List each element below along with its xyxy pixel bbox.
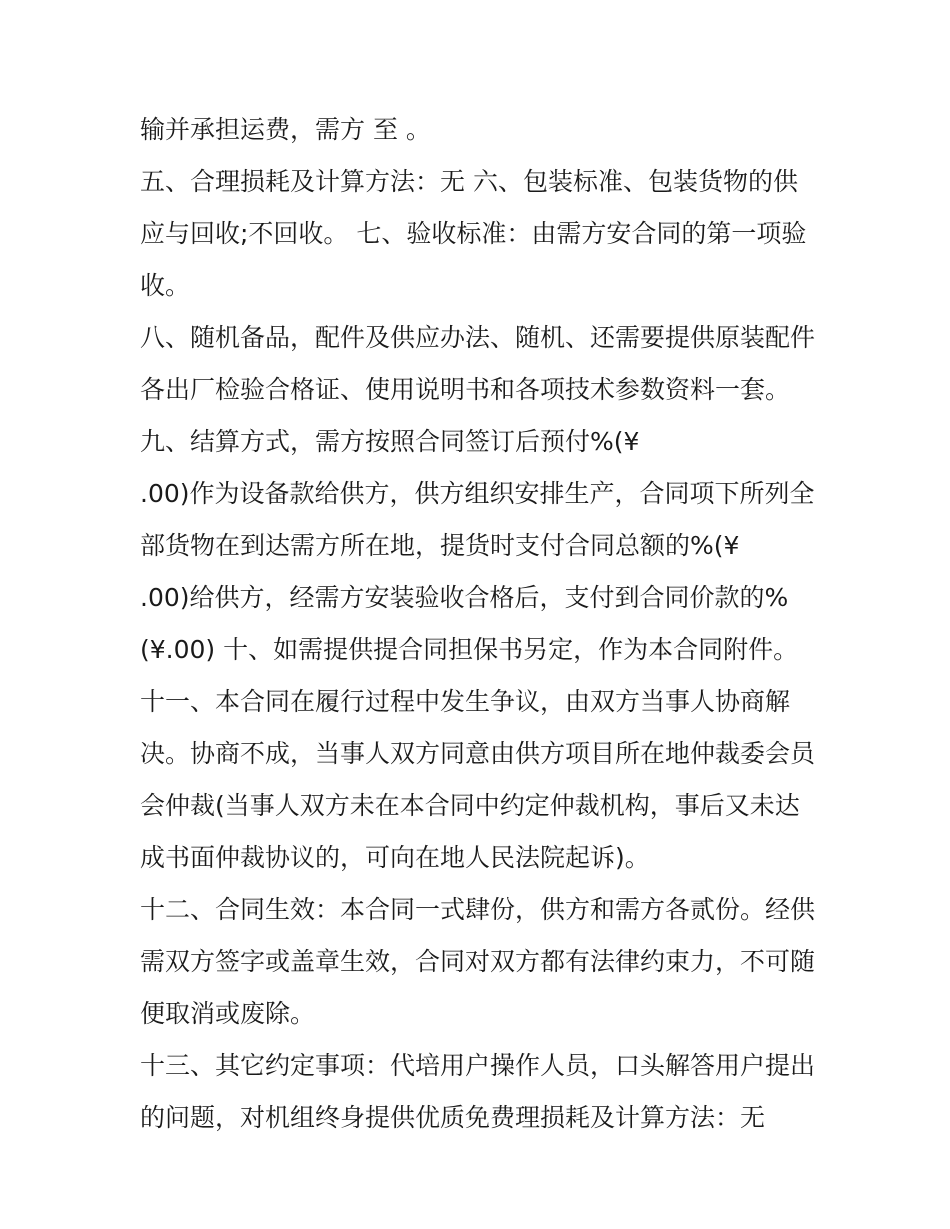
text-line: 八、随机备品，配件及供应办法、随机、还需要提供原装配件 bbox=[140, 323, 816, 352]
contract-text bbox=[140, 106, 820, 1146]
text-line: 输并承担运费，需方 至 。 bbox=[140, 115, 431, 144]
text-line: (¥.00) 十、如需提供提合同担保书另定，作为本合同附件。 bbox=[140, 635, 799, 664]
text-line: 五、合理损耗及计算方法：无 六、包装标准、包装货物的供 bbox=[140, 167, 798, 196]
text-line: .00)作为设备款给供方，供方组织安排生产，合同项下所列全 bbox=[140, 479, 815, 508]
text-line: 收。 bbox=[140, 271, 191, 300]
text-line: 成书面仲裁协议的，可向在地人民法院起诉)。 bbox=[140, 843, 650, 872]
text-line: 部货物在到达需方所在地，提货时支付合同总额的%(¥ bbox=[140, 531, 740, 560]
text-line: 便取消或废除。 bbox=[140, 999, 316, 1028]
text-line: 的问题，对机组终身提供优质免费理损耗及计算方法：无 bbox=[140, 1103, 766, 1132]
text-line: 十三、其它约定事项：代培用户操作人员，口头解答用户提出 bbox=[140, 1051, 816, 1080]
text-line: 十二、合同生效：本合同一式肆份，供方和需方各贰份。经供 bbox=[140, 895, 816, 924]
text-line: 应与回收;不回收。 七、验收标准：由需方安合同的第一项验 bbox=[140, 219, 807, 248]
text-line: 会仲裁(当事人双方未在本合同中约定仲裁机构，事后又未达 bbox=[140, 791, 800, 820]
text-line: 决。协商不成，当事人双方同意由供方项目所在地仲裁委会员 bbox=[140, 739, 816, 768]
text-line: 各出厂检验合格证、使用说明书和各项技术参数资料一套。 bbox=[140, 375, 791, 404]
text-line: 十一、本合同在履行过程中发生争议，由双方当事人协商解 bbox=[140, 687, 791, 716]
text-line: 需双方签字或盖章生效，合同对双方都有法律约束力，不可随 bbox=[140, 947, 816, 976]
text-line: .00)给供方，经需方安装验收合格后，支付到合同价款的% bbox=[140, 583, 789, 612]
text-line: 九、结算方式，需方按照合同签订后预付%(¥ bbox=[140, 427, 640, 456]
